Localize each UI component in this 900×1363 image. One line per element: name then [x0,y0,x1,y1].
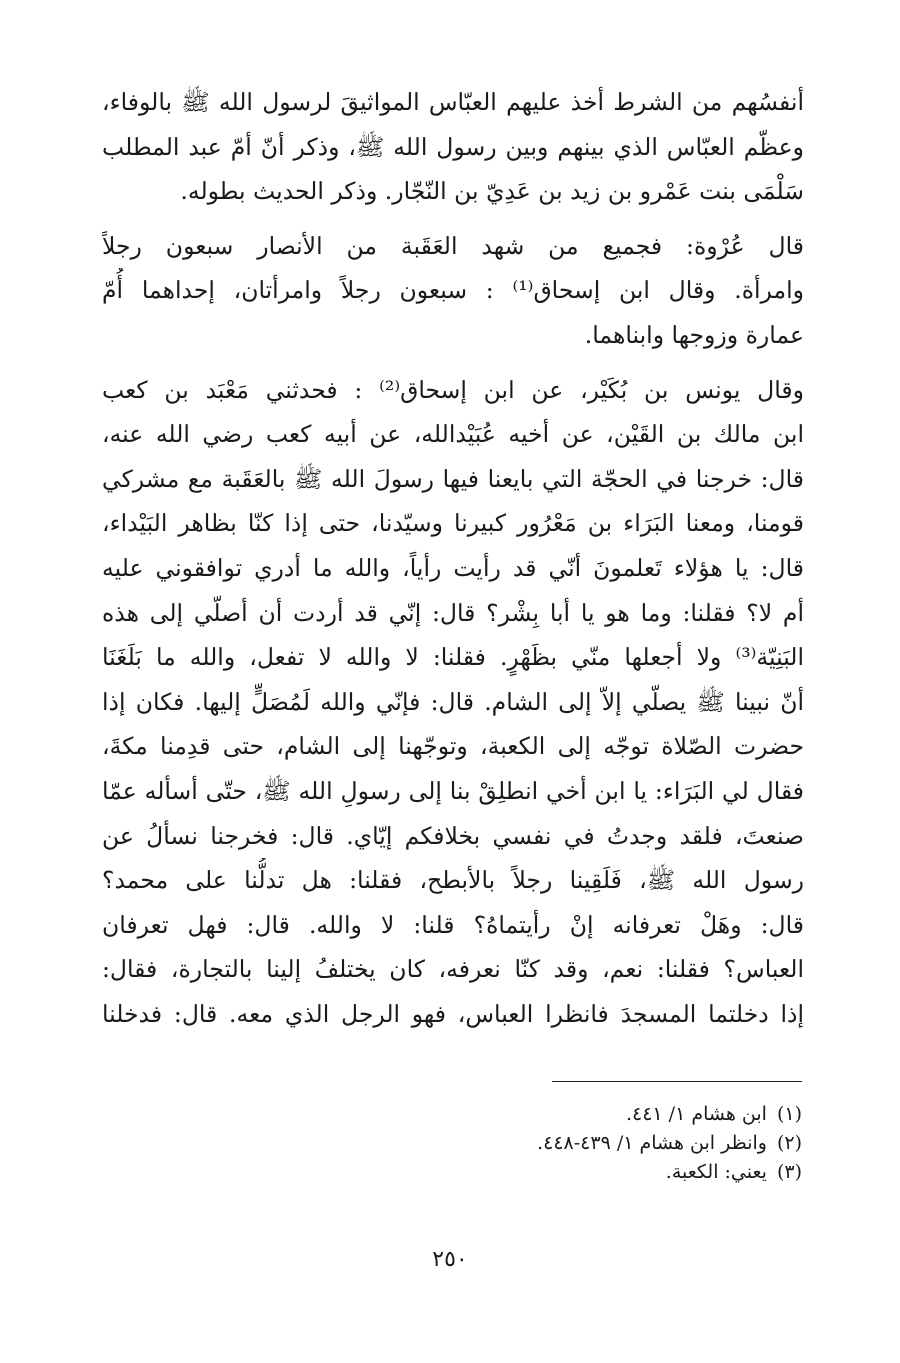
text-line: عمارة وزوجها وابناهما. [584,320,804,349]
text-line: حضرت الصّلاة توجّه إلى الكعبة، وتوجّهنا إلى الشام، حتى قدِمنا مكةَ، [102,732,804,761]
text-line: وعظّم العبّاس الذي بينهم وبين رسول الله ﷺ، وذكر أنّ أمّ عبد المطلب [102,132,804,161]
text-line: سَلْمَى بنت عَمْرو بن زيد بن عَدِيّ بن النّجّار. وذكر الحديث بطوله. [180,177,804,206]
footnote-item [242,1129,802,1158]
footnote-item [242,1158,802,1187]
text-line: رسول الله ﷺ، فَلَقِينا رجلاً بالأبطح، فقلنا: هل تدلُّنا على محمد؟ [102,866,804,895]
footnote-item [242,1100,802,1129]
paragraph-2 [102,224,804,358]
paragraph-1 [102,80,804,214]
text-line: إذا دخلتما المسجدَ فانظرا العباس، فهو الرجل الذي معه. قال: فدخلنا [102,999,804,1028]
footnotes [242,1100,802,1187]
paragraph-3 [102,368,804,1037]
footnote-number: (١) [776,1103,802,1125]
footnote-text: وانظر ابن هشام ١/ ٤٣٩-٤٤٨. [537,1132,767,1154]
text-line: قومنا، ومعنا البَرَاء بن مَعْرُور كبيرنا وسيّدنا، حتى إذا كنّا بظاهر البَيْداء، [102,509,804,538]
footnote-text: ابن هشام ١/ ٤٤١. [625,1103,767,1125]
text-line: العباس؟ فقلنا: نعم، وقد كنّا نعرفه، كان يختلفُ إلينا بالتجارة، فقال: [102,955,804,984]
text-line: أنفسُهم من الشرط أخذ عليهم العبّاس المواثيقَ لرسول الله ﷺ بالوفاء، [102,88,804,116]
text-line: ابن مالك بن القَيْن، عن أخيه عُبَيْدالله، عن أبيه كعب رضي الله عنه، [102,420,804,449]
page-number: ٢٥٠ [432,1247,468,1272]
text-line: فقال لي البَرَاء: يا ابن أخي انطلِقْ بنا إلى رسولِ الله ﷺ، حتّى أسأله عمّا [102,776,804,805]
footnote-divider [552,1081,802,1082]
footnote-number: (٢) [776,1132,802,1154]
text-line: صنعتَ، فلقد وجدتُ في نفسي بخلافكم إيّاي. قال: فخرجنا نسألُ عن [102,821,804,850]
text-line: أنّ نبينا ﷺ يصلّي إلاّ إلى الشام. قال: فإنّي والله لَمُصَلٍّ إليها. فكان إذا [102,687,804,716]
text-line: قال: وهَلْ تعرفانه إنْ رأيتماهُ؟ قلنا: لا والله. قال: فهل تعرفان [102,910,804,939]
text-line: وامرأة. وقال ابن إسحاق⁽¹⁾ : سبعون رجلاً وامرأتان، إحداهما أُمّ [102,276,804,305]
text-line: قال: يا هؤلاء تَعلمونَ أنّي قد رأيت رأياً، والله ما أدري توافقوني عليه [102,553,804,582]
footnote-number: (٣) [776,1161,802,1183]
footnote-text: يعني: الكعبة. [665,1161,767,1183]
text-line: قال: خرجنا في الحجّة التي بايعنا فيها رسولَ الله ﷺ بالعَقَبة مع مشركي [102,464,804,493]
paragraph-gap [102,358,804,368]
paragraph-gap [102,214,804,224]
text-line: قال عُرْوة: فجميع من شهد العَقَبة من الأنصار سبعون رجلاً [102,231,804,260]
text-line: وقال يونس بن بُكَيْر، عن ابن إسحاق⁽²⁾ : فحدثني مَعْبَد بن كعب [102,375,804,404]
text-line: أم لا؟ فقلنا: وما هو يا أبا بِشْر؟ قال: إنّي قد أردت أن أصلّي إلى هذه [102,598,804,627]
main-text [102,80,804,1036]
text-line: البَنِيّة⁽³⁾ ولا أجعلها منّي بظَهْرٍ. فقلنا: لا والله لا تفعل، والله ما بَلَغَنَا [102,643,804,672]
